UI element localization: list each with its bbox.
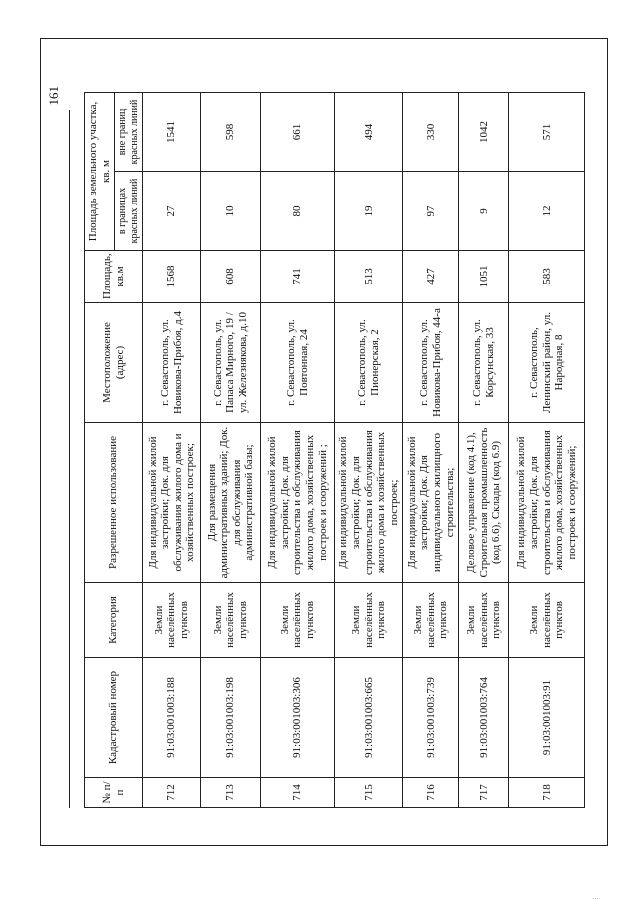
cell-cadastral: 91:03:001003:188 bbox=[143, 658, 201, 778]
cell-area: 741 bbox=[261, 251, 335, 303]
cell-cadastral: 91:03:001003:764 bbox=[459, 658, 509, 778]
cell-inside: 12 bbox=[509, 172, 585, 251]
cell-outside: 598 bbox=[201, 92, 261, 171]
cell-num: 718 bbox=[509, 778, 585, 808]
header-row bbox=[85, 92, 115, 807]
table-row bbox=[509, 92, 585, 807]
cell-inside: 9 bbox=[459, 172, 509, 251]
cell-num: 715 bbox=[335, 778, 403, 808]
cell-inside: 19 bbox=[335, 172, 403, 251]
col-inside-header: в границах красных линий bbox=[115, 172, 143, 251]
table-row bbox=[143, 92, 201, 807]
cell-usage: Деловое управление (код 4.1), Строительная промышленность (код 6.6), Склады (код 6.9) bbox=[459, 423, 509, 583]
cell-usage: Для индивидуальной жилой застройки; Док. для строительства и обслуживания жилого дома, хозяйственных построек и сооружений ; bbox=[261, 423, 335, 583]
cell-category: Земли населённых пунктов bbox=[403, 583, 459, 658]
col-area-header: Площадь, кв.м bbox=[85, 251, 143, 303]
scan-mark: .... bbox=[592, 893, 601, 901]
cell-inside: 27 bbox=[143, 172, 201, 251]
cell-num: 712 bbox=[143, 778, 201, 808]
cell-category: Земли населённых пунктов bbox=[459, 583, 509, 658]
col-location-header: Местоположение (адрес) bbox=[85, 303, 143, 423]
cell-category: Земли населённых пунктов bbox=[509, 583, 585, 658]
col-plot-area-header: Площадь земельного участка, кв. м bbox=[85, 92, 115, 250]
cell-num: 714 bbox=[261, 778, 335, 808]
cell-usage: Для индивидуальной жилой застройки; Док. для обслуживания жилого дома и хозяйственных построек; bbox=[143, 423, 201, 583]
cell-area: 427 bbox=[403, 251, 459, 303]
cell-usage: Для размещения административных зданий; Док. для обслуживания административной базы; bbox=[201, 423, 261, 583]
rotated-page bbox=[40, 72, 600, 832]
table-row bbox=[459, 92, 509, 807]
cell-cadastral: 91:03:001003:739 bbox=[403, 658, 459, 778]
cell-usage: Для индивидуальной жилой застройки; Док. для строительства и обслуживания жилого дома и хозяйственных построек; bbox=[335, 423, 403, 583]
cell-location: г. Севастополь, ул. Папаса Мирного, 19 / ул. Железнякова, д.10 bbox=[201, 303, 261, 423]
table-row bbox=[261, 92, 335, 807]
cell-num: 716 bbox=[403, 778, 459, 808]
table-row bbox=[335, 92, 403, 807]
page-number: 161 bbox=[46, 86, 61, 106]
cell-category: Земли населённых пунктов bbox=[335, 583, 403, 658]
col-cadastral-header: Кадастровый номер bbox=[85, 658, 143, 778]
table-row bbox=[201, 92, 261, 807]
cell-inside: 80 bbox=[261, 172, 335, 251]
cell-area: 583 bbox=[509, 251, 585, 303]
cell-outside: 330 bbox=[403, 92, 459, 171]
cell-outside: 494 bbox=[335, 92, 403, 171]
cell-area: 608 bbox=[201, 251, 261, 303]
cell-area: 1568 bbox=[143, 251, 201, 303]
cell-cadastral: 91:03:001003:91 bbox=[509, 658, 585, 778]
cell-outside: 1541 bbox=[143, 92, 201, 171]
cell-location: г. Севастополь, ул. Пионерская, 2 bbox=[335, 303, 403, 423]
cell-usage: Для индивидуальной жилой застройки; Док. для строительства и обслуживания жилого дома, хозяйственных построек и сооружений; bbox=[509, 423, 585, 583]
cell-category: Земли населённых пунктов bbox=[201, 583, 261, 658]
col-outside-header: вне границ красных линий bbox=[115, 92, 143, 171]
cell-usage: Для индивидуальной жилой застройки; Док. Для индивидуального жилищного строительства; bbox=[403, 423, 459, 583]
cell-category: Земли населённых пунктов bbox=[261, 583, 335, 658]
cell-inside: 10 bbox=[201, 172, 261, 251]
cell-outside: 661 bbox=[261, 92, 335, 171]
cell-area: 1051 bbox=[459, 251, 509, 303]
header-rule bbox=[69, 110, 70, 808]
col-usage-header: Разрешенное использование bbox=[85, 423, 143, 583]
cell-location: г. Севастополь, ул. Корсунская, 33 bbox=[459, 303, 509, 423]
cell-location: г. Севастополь, ул. Новикова-Прибоя, 44-а bbox=[403, 303, 459, 423]
cell-outside: 1042 bbox=[459, 92, 509, 171]
cell-outside: 571 bbox=[509, 92, 585, 171]
cell-location: г. Севастополь, ул. Повтонная, 24 bbox=[261, 303, 335, 423]
col-category-header: Категория bbox=[85, 583, 143, 658]
cell-inside: 97 bbox=[403, 172, 459, 251]
cell-num: 717 bbox=[459, 778, 509, 808]
table-row bbox=[403, 92, 459, 807]
cell-cadastral: 91:03:001003:665 bbox=[335, 658, 403, 778]
cell-location: г. Севастополь, ул. Новикова-Прибоя, д.4 bbox=[143, 303, 201, 423]
cell-num: 713 bbox=[201, 778, 261, 808]
cell-location: г. Севастополь, Ленинский район, ул. Народная, 8 bbox=[509, 303, 585, 423]
cell-category: Земли населённых пунктов bbox=[143, 583, 201, 658]
col-num-header: № п/п bbox=[85, 778, 143, 808]
cell-area: 513 bbox=[335, 251, 403, 303]
cell-cadastral: 91:03:001003:306 bbox=[261, 658, 335, 778]
cell-cadastral: 91:03:001003:198 bbox=[201, 658, 261, 778]
land-plots-table bbox=[84, 92, 585, 808]
